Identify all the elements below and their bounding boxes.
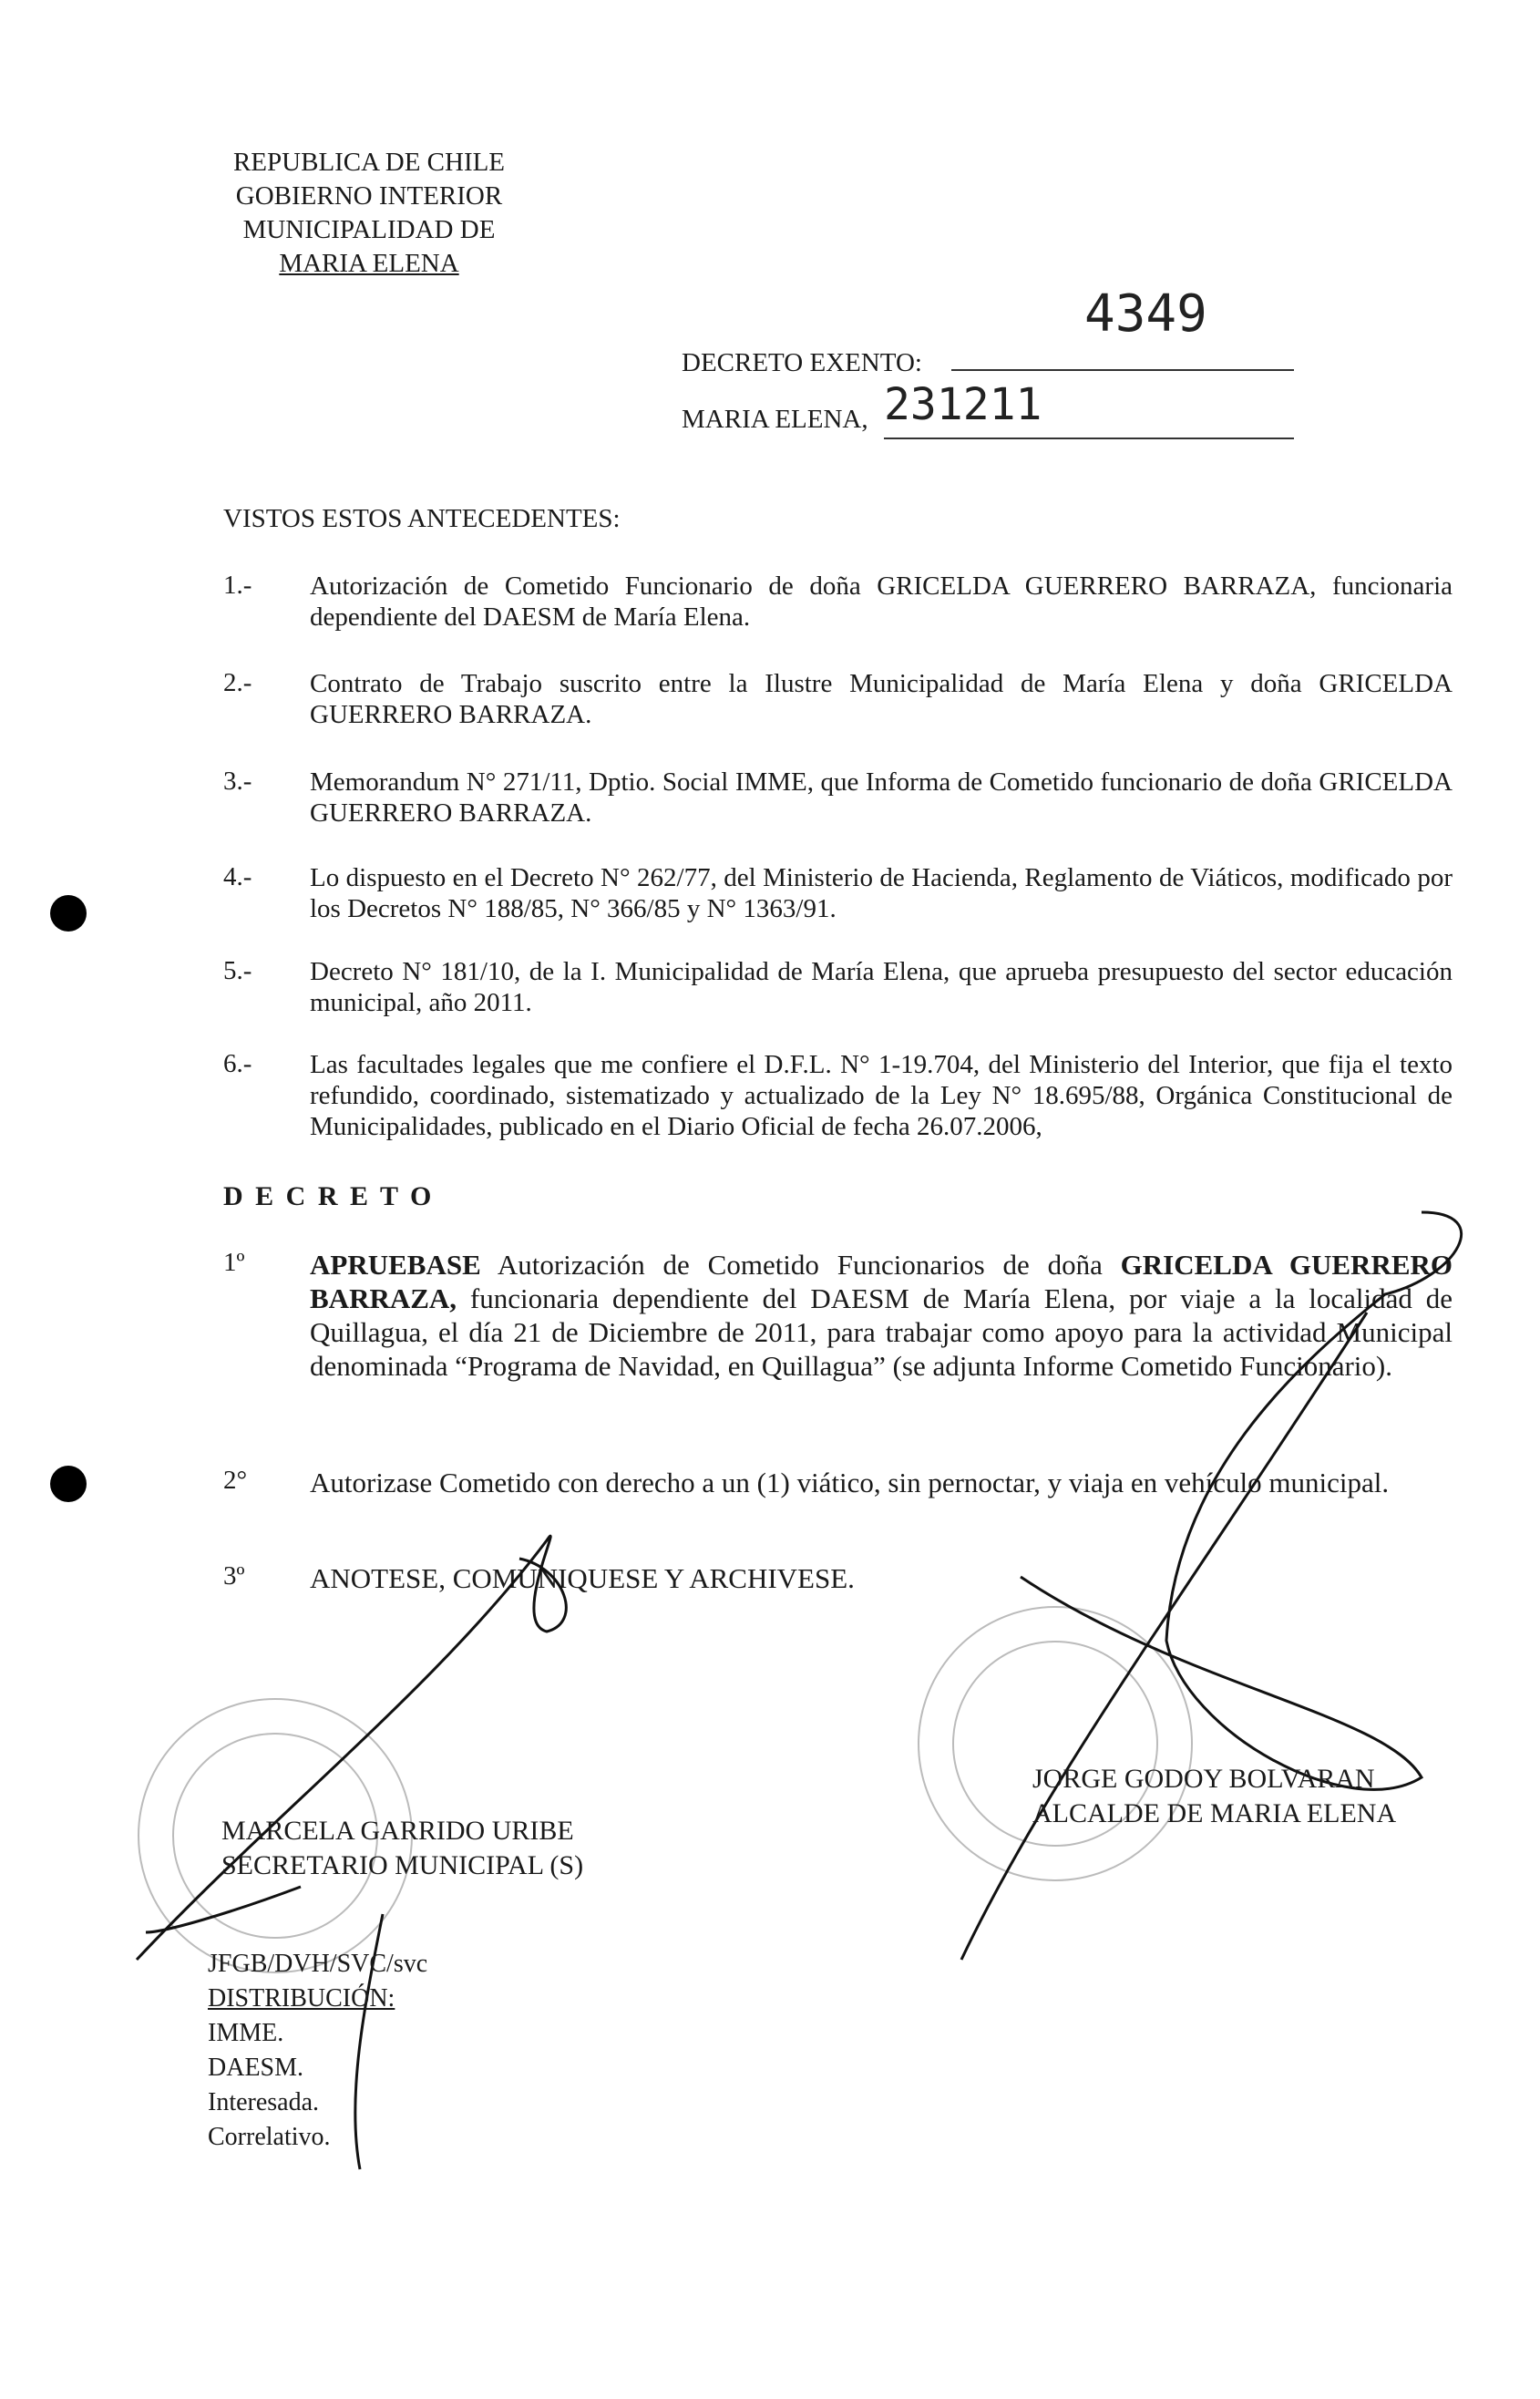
- distribution-item: Correlativo.: [208, 2123, 331, 2151]
- distribution-block: [208, 1947, 427, 2155]
- distribution-item: Interesada.: [208, 2088, 320, 2116]
- decree-date-label: MARIA ELENA,: [682, 405, 868, 434]
- signatory-left-title: SECRETARIO MUNICIPAL (S): [221, 1850, 584, 1880]
- vistos-item: Autorización de Cometido Funcionario de doña GRICELDA GUERRERO BARRAZA, funcionaria dependiente del DAESM de María Elena.: [310, 571, 1453, 632]
- signatory-right-title: ALCALDE DE MARIA ELENA: [1032, 1798, 1397, 1828]
- vistos-number: 4.-: [223, 862, 252, 891]
- vistos-number: 5.-: [223, 956, 252, 985]
- vistos-number: 2.-: [223, 668, 252, 697]
- signatory-right: [1032, 1762, 1396, 1831]
- decreto-title: D E C R E T O: [223, 1181, 435, 1211]
- initials: JFGB/DVH/SVC/svc: [208, 1950, 428, 1978]
- letterhead-line: GOBIERNO INTERIOR: [235, 181, 503, 211]
- vistos-title: VISTOS ESTOS ANTECEDENTES:: [223, 504, 621, 533]
- decree-number: 4349: [1084, 284, 1207, 344]
- signatory-left-name: MARCELA GARRIDO URIBE: [221, 1816, 574, 1846]
- vistos-item: Decreto N° 181/10, de la I. Municipalidad de María Elena, que aprueba presupuesto del sector educación municipal, año 2011.: [310, 957, 1453, 1017]
- distribution-item: DAESM.: [208, 2054, 304, 2082]
- vistos-number: 6.-: [223, 1049, 252, 1078]
- decreto-person: GRICELDA GUERRERO BARRAZA,: [310, 1249, 1453, 1314]
- decreto-number: 3º: [223, 1561, 245, 1591]
- vistos-item: Memorandum N° 271/11, Dptio. Social IMME, que Informa de Cometido funcionario de doña GRICELDA GUERRERO BARRAZA.: [310, 767, 1453, 828]
- decreto-text: Autorización de Cometido Funcionarios de doña: [480, 1249, 1121, 1281]
- vistos-number: 1.-: [223, 571, 252, 600]
- distribution-label: DISTRIBUCIÓN:: [208, 1984, 395, 2013]
- letterhead-line: REPUBLICA DE CHILE: [232, 148, 506, 177]
- decree-number-label: DECRETO EXENTO:: [682, 348, 922, 377]
- decreto-number: 2°: [223, 1466, 248, 1495]
- vistos-item: Las facultades legales que me confiere el D.F.L. N° 1-19.704, del Ministerio del Interior, que fija el texto refundido, coordinado, sistematizado y actualizado de la Ley N° 18.695/88, Orgánica Constitucional de Municipalidades, publicado en el Diario Oficial de fecha 26.07.2006,: [310, 1050, 1453, 1141]
- decreto-item: Autorizase Cometido con derecho a un (1) viático, sin pernoctar, y viaja en vehículo municipal.: [310, 1467, 1390, 1498]
- vistos-number: 3.-: [223, 767, 252, 796]
- decreto-number: 1º: [223, 1248, 245, 1277]
- signatory-left: [221, 1814, 583, 1883]
- letterhead-line: MUNICIPALIDAD DE: [242, 215, 496, 244]
- signatory-right-name: JORGE GODOY BOLVARAN: [1032, 1764, 1375, 1794]
- signature-right: [961, 1212, 1462, 1960]
- decree-date: 231211: [884, 379, 1042, 430]
- distribution-item: IMME.: [208, 2019, 284, 2047]
- decreto-verb: APRUEBASE: [310, 1249, 481, 1281]
- decreto-item: ANOTESE, COMUNIQUESE Y ARCHIVESE.: [310, 1562, 855, 1594]
- letterhead-line: MARIA ELENA: [279, 249, 459, 278]
- vistos-item: Lo dispuesto en el Decreto N° 262/77, del Ministerio de Hacienda, Reglamento de Viáticos, modificado por los Decretos N° 188/85, N° 366/85 y N° 1363/91.: [310, 863, 1453, 923]
- decreto-text: funcionaria dependiente del DAESM de María Elena, por viaje a la localidad de Quillagua, el día 21 de Diciembre de 2011, para trabajar como apoyo para la actividad Municipal denominada “Programa de Navidad, en Quillagua” (se adjunta Informe Cometido Funcionario).: [310, 1282, 1453, 1382]
- vistos-item: Contrato de Trabajo suscrito entre la Ilustre Municipalidad de María Elena y doña GRICELDA GUERRERO BARRAZA.: [310, 669, 1453, 729]
